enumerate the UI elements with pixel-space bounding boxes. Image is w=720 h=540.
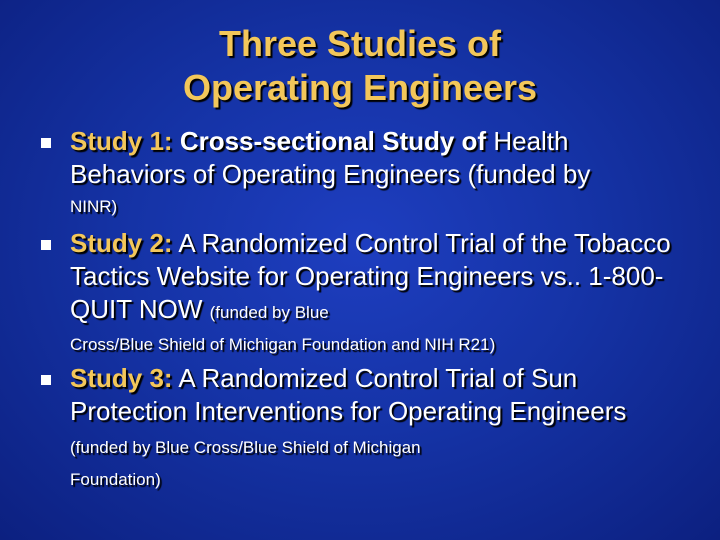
study-title: A Randomized Control Trial of Sun Protection Interventions for Operating Engineers (70, 363, 627, 426)
square-bullet-icon (41, 240, 51, 250)
funding-note-start: (funded by Blue (209, 303, 329, 322)
slide-title-line-2: Operating Engineers (182, 67, 538, 108)
bullet-text (70, 125, 690, 223)
bullet-text (70, 362, 690, 496)
square-bullet-icon (41, 375, 51, 385)
study-title: Health Behaviors of Operating Engineers (funded by (70, 126, 591, 189)
study-title-bold: Cross-sectional Study of (179, 126, 487, 156)
study-label: Study 1: (70, 126, 173, 156)
study-label: Study 2: (70, 228, 173, 258)
funding-note-start: (funded by Blue Cross/Blue Shield of Michigan (70, 438, 421, 457)
study-label: Study 3: (70, 363, 173, 393)
study-title: A Randomized Control Trial of the Tobacco Tactics Website for Operating Engineers vs.. 1-800-QUIT NOW (70, 228, 671, 324)
bullet-text (70, 227, 690, 361)
funding-note: NINR) (70, 197, 118, 216)
square-bullet-icon (41, 138, 51, 148)
funding-note: Foundation) (70, 470, 161, 489)
slide-title-line-1: Three Studies of (218, 23, 502, 64)
funding-note: Cross/Blue Shield of Michigan Foundation and NIH R21) (70, 335, 496, 354)
